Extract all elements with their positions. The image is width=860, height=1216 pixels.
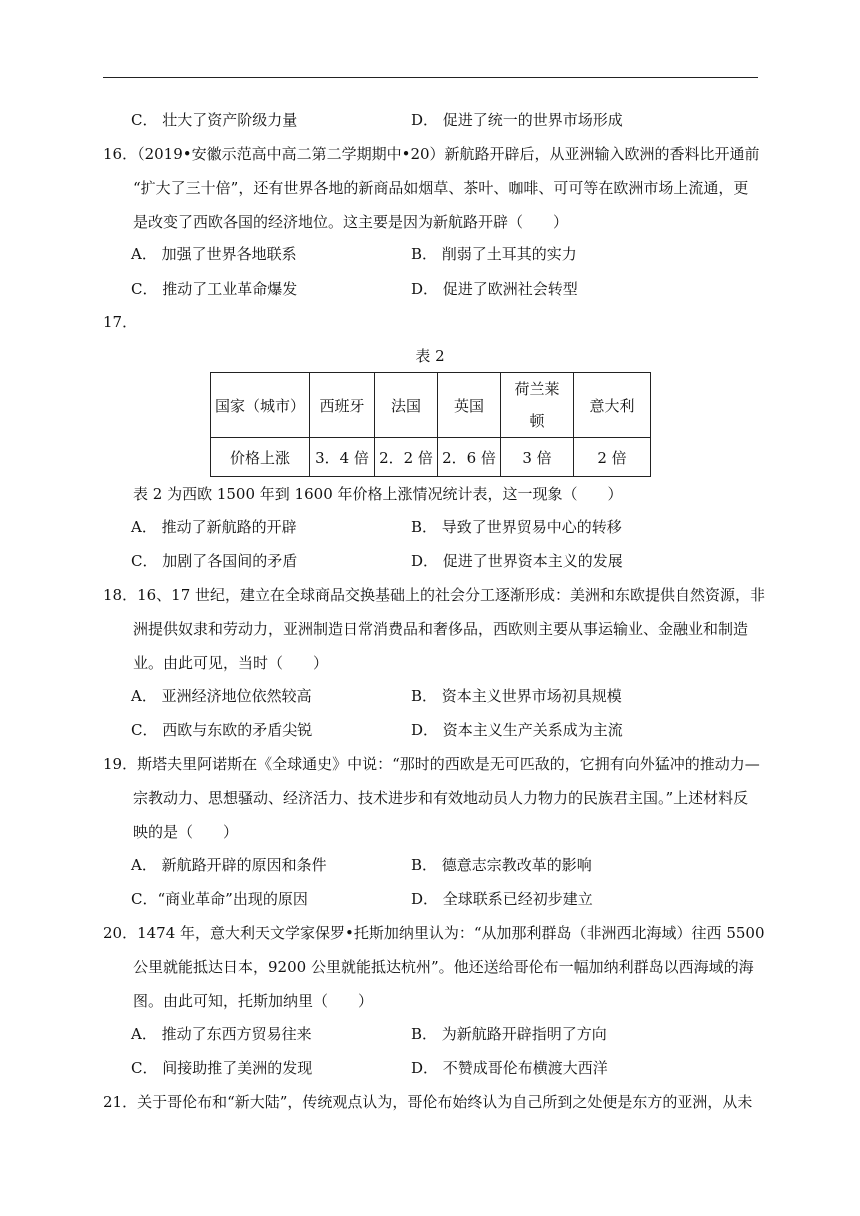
q19-option-d[interactable]: D． 全球联系已经初步建立 <box>411 890 593 908</box>
q17-stem: 表 2 为西欧 1500 年到 1600 年价格上涨情况统计表，这一现象（ ） <box>133 485 623 503</box>
q19-option-c[interactable]: C．“商业革命”出现的原因 <box>131 890 308 908</box>
q19-stem-line-1: 19．斯塔夫里阿诺斯在《全球通史》中说：“那时的西欧是无可匹敌的，它拥有向外猛冲的推动力— <box>103 755 760 773</box>
q17-option-d[interactable]: D． 促进了世界资本主义的发展 <box>411 552 623 570</box>
table-cell: 2．2 倍 <box>375 438 438 477</box>
q17-option-b[interactable]: B． 导致了世界贸易中心的转移 <box>411 518 622 536</box>
q18-option-b[interactable]: B． 资本主义世界市场初具规模 <box>411 687 622 705</box>
table-caption: 表 2 <box>415 347 445 365</box>
q19-option-a[interactable]: A． 新航路开辟的原因和条件 <box>131 856 327 874</box>
q21-stem-line-1: 21．关于哥伦布和“新大陆”，传统观点认为，哥伦布始终认为自己所到之处便是东方的亚洲，从未 <box>103 1093 753 1111</box>
header-rule <box>103 77 758 78</box>
table-cell: 2．6 倍 <box>438 438 501 477</box>
q20-option-d[interactable]: D． 不赞成哥伦布横渡大西洋 <box>411 1059 608 1077</box>
q18-option-c[interactable]: C． 西欧与东欧的矛盾尖锐 <box>131 721 313 739</box>
q20-option-b[interactable]: B． 为新航路开辟指明了方向 <box>411 1025 607 1043</box>
q20-stem-line-1: 20．1474 年，意大利天文学家保罗•托斯加纳里认为：“从加那利群岛（非洲西北海域）往西 5500 <box>103 924 765 942</box>
q16-option-c[interactable]: C． 推动了工业革命爆发 <box>131 280 298 298</box>
q16-option-b[interactable]: B． 削弱了土耳其的实力 <box>411 245 577 263</box>
q16-stem-line-3: 是改变了西欧各国的经济地位。这主要是因为新航路开辟（ ） <box>133 213 569 231</box>
table-header-cell: 国家（城市） <box>211 373 310 438</box>
table-header-wrap: 荷兰莱顿 <box>514 380 560 430</box>
table-header-cell: 意大利 <box>574 373 651 438</box>
q20-option-a[interactable]: A． 推动了东西方贸易往来 <box>131 1025 312 1043</box>
q16-option-a[interactable]: A． 加强了世界各地联系 <box>131 245 297 263</box>
q16-option-d[interactable]: D． 促进了欧洲社会转型 <box>411 280 578 298</box>
q18-stem-line-1: 18．16、17 世纪，建立在全球商品交换基础上的社会分工逐渐形成：美洲和东欧提供自然资源，非 <box>103 586 766 604</box>
q16-stem-line-2: “扩大了三十倍”，还有世界各地的新商品如烟草、茶叶、咖啡、可可等在欧洲市场上流通，更 <box>133 179 749 197</box>
table-header-row <box>211 373 651 438</box>
q18-stem-line-2: 洲提供奴隶和劳动力，亚洲制造日常消费品和奢侈品，西欧则主要从事运输业、金融业和制造 <box>133 620 749 638</box>
table-header-cell: 英国 <box>438 373 501 438</box>
table-cell: 3 倍 <box>501 438 574 477</box>
q17-option-c[interactable]: C． 加剧了各国间的矛盾 <box>131 552 298 570</box>
q20-stem-line-2: 公里就能抵达日本，9200 公里就能抵达杭州”。他还送给哥伦布一幅加纳利群岛以西海域的海 <box>133 958 754 976</box>
q15-option-c[interactable]: C． 壮大了资产阶级力量 <box>131 111 298 129</box>
table-cell: 3．4 倍 <box>310 438 375 477</box>
table-cell: 2 倍 <box>574 438 651 477</box>
q20-option-c[interactable]: C． 间接助推了美洲的发现 <box>131 1059 313 1077</box>
q17-option-a[interactable]: A． 推动了新航路的开辟 <box>131 518 297 536</box>
q18-stem-line-3: 业。由此可见，当时（ ） <box>133 654 329 672</box>
price-table <box>210 372 651 477</box>
table-header-cell: 法国 <box>375 373 438 438</box>
q18-option-d[interactable]: D． 资本主义生产关系成为主流 <box>411 721 623 739</box>
q19-stem-line-3: 映的是（ ） <box>133 823 239 841</box>
table-header-cell <box>501 373 574 438</box>
q15-option-d[interactable]: D． 促进了统一的世界市场形成 <box>411 111 623 129</box>
table-row <box>211 438 651 477</box>
q19-stem-line-2: 宗教动力、思想骚动、经济活力、技术进步和有效地动员人力物力的民族君主国。”上述材料反 <box>133 789 749 807</box>
q19-option-b[interactable]: B． 德意志宗教改革的影响 <box>411 856 592 874</box>
table-cell: 价格上涨 <box>211 438 310 477</box>
q20-stem-line-3: 图。由此可知，托斯加纳里（ ） <box>133 992 374 1010</box>
table-header-cell: 西班牙 <box>310 373 375 438</box>
q16-stem-line-1: 16．（2019•安徽示范高中高二第二学期期中•20）新航路开辟后，从亚洲输入欧洲的香料比开通前 <box>103 145 760 163</box>
q18-option-a[interactable]: A． 亚洲经济地位依然较高 <box>131 687 312 705</box>
q17-number: 17． <box>103 313 138 331</box>
